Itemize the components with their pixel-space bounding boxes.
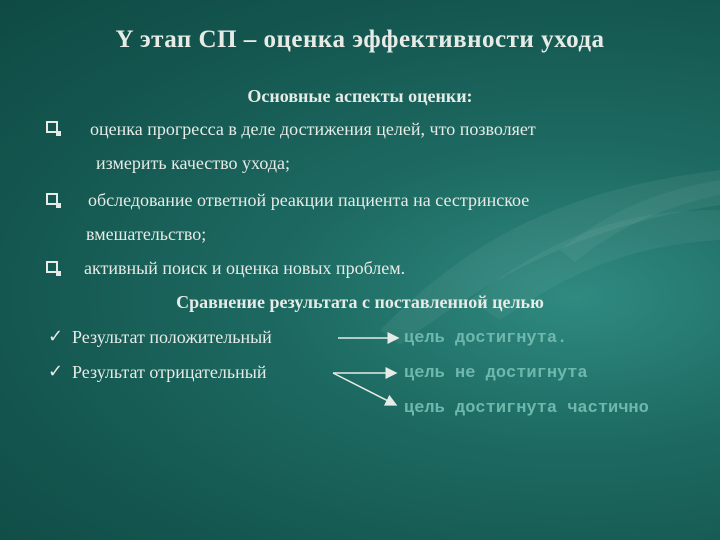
outcome-label: цель достигнута частично [404, 399, 649, 418]
check-icon: ✓ [48, 326, 64, 347]
comparison-heading: Сравнение результата с поставленной целью [176, 292, 544, 312]
result-label: Результат положительный [72, 327, 272, 347]
outcome-label: цель достигнута. [404, 329, 568, 348]
aspect-line: активный поиск и оценка новых проблем. [84, 258, 406, 278]
aspect-line: вмешательство; [86, 224, 207, 244]
square-bullet-icon [46, 193, 58, 205]
outcome-label: цель не достигнута [404, 364, 588, 383]
aspect-line: обследование ответной реакции пациента на сестринское [88, 190, 530, 210]
slide-title: Y этап СП – оценка эффективности ухода [115, 26, 605, 53]
square-bullet-icon [46, 261, 58, 273]
check-icon: ✓ [48, 361, 64, 382]
aspect-line: оценка прогресса в деле достижения целей, что позволяет [90, 119, 536, 139]
aspect-line: измерить качество ухода; [96, 153, 290, 173]
aspects-heading: Основные аспекты оценки: [247, 86, 473, 106]
result-label: Результат отрицательный [72, 362, 267, 382]
square-bullet-icon [46, 121, 58, 133]
